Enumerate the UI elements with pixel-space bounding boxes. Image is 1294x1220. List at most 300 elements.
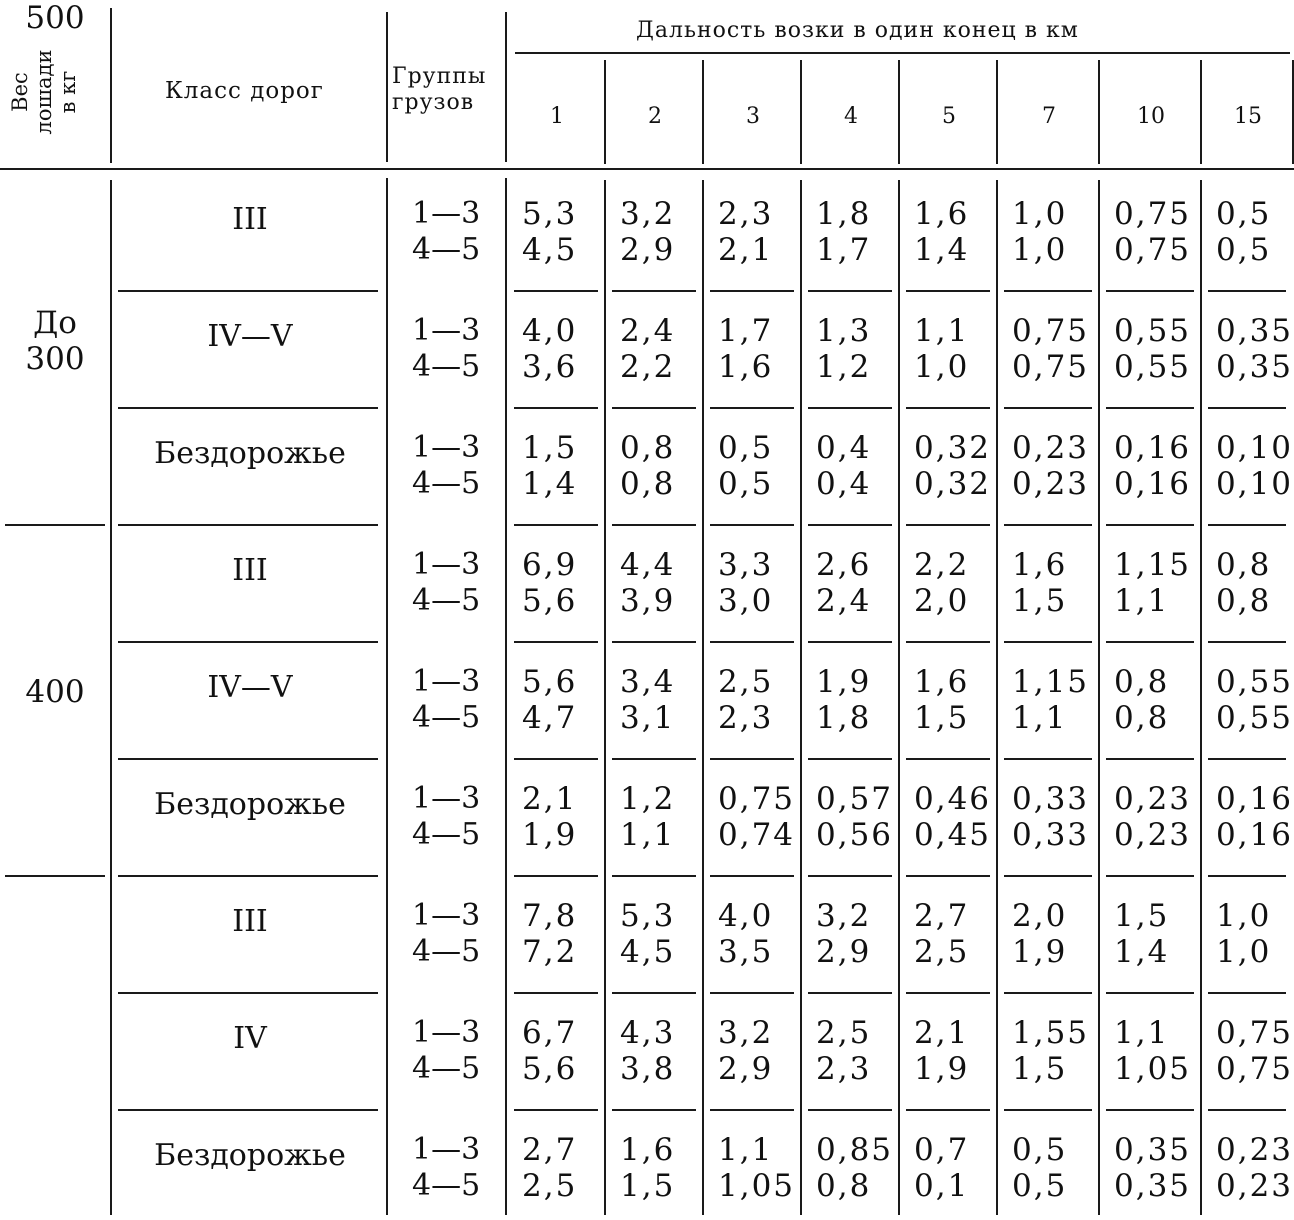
rate-line: 1,5 xyxy=(1012,1050,1068,1087)
rate-line: 3,0 xyxy=(718,582,774,619)
cargo-groups xyxy=(412,781,480,853)
cell-rule xyxy=(514,524,598,526)
cell-rule xyxy=(514,407,598,409)
rate-line: 4,4 xyxy=(620,546,676,583)
rate-value xyxy=(1012,781,1089,853)
rate-line: 1,9 xyxy=(1012,933,1068,970)
rate-value xyxy=(522,1015,577,1087)
cargo-group: 1—3 xyxy=(412,1131,481,1167)
rate-value xyxy=(914,664,969,736)
column-divider xyxy=(898,60,900,164)
rate-value xyxy=(1012,547,1067,619)
rate-value xyxy=(914,898,969,970)
rate-line: 5,6 xyxy=(522,1050,578,1087)
road-class: III xyxy=(232,552,268,588)
cell-rule xyxy=(514,758,598,760)
weight-header-line: Вес xyxy=(8,72,32,112)
rate-value xyxy=(1216,781,1293,853)
cell-rule xyxy=(1208,524,1286,526)
rate-line: 3,5 xyxy=(718,933,774,970)
cell-rule xyxy=(1208,992,1286,994)
rate-line: 2,1 xyxy=(522,780,578,817)
cell-rule xyxy=(1106,875,1194,877)
weight-line: 400 xyxy=(25,673,85,710)
rate-line: 1,15 xyxy=(1114,546,1192,583)
rate-value xyxy=(816,196,871,268)
cell-rule xyxy=(514,992,598,994)
rate-line: 0,23 xyxy=(1012,429,1090,466)
rate-line: 1,9 xyxy=(914,1050,970,1087)
rate-value xyxy=(816,1015,871,1087)
rate-line: 1,5 xyxy=(1012,582,1068,619)
rate-line: 3,8 xyxy=(620,1050,676,1087)
rate-line: 1,1 xyxy=(914,312,970,349)
rate-line: 1,0 xyxy=(914,348,970,385)
cell-rule xyxy=(1106,641,1194,643)
cargo-group: 4—5 xyxy=(412,699,481,735)
cell-rule xyxy=(906,641,990,643)
rate-line: 2,5 xyxy=(816,1014,872,1051)
column-divider xyxy=(1200,180,1202,1215)
cell-rule xyxy=(710,290,794,292)
rate-line: 0,45 xyxy=(914,816,992,853)
column-divider xyxy=(1200,60,1202,164)
rate-line: 3,4 xyxy=(620,663,676,700)
column-divider xyxy=(604,180,606,1215)
rate-value xyxy=(620,196,675,268)
rate-line: 0,5 xyxy=(718,429,774,466)
rate-line: 4,3 xyxy=(620,1014,676,1051)
rate-line: 0,23 xyxy=(1216,1167,1294,1204)
column-divider xyxy=(604,60,606,164)
rate-value xyxy=(718,313,773,385)
row-separator xyxy=(118,290,378,292)
row-separator xyxy=(118,758,378,760)
rate-line: 2,9 xyxy=(718,1050,774,1087)
rate-line: 1,9 xyxy=(816,663,872,700)
rate-value xyxy=(718,781,795,853)
distance-column-label: 4 xyxy=(844,104,858,129)
rate-line: 5,6 xyxy=(522,663,578,700)
cargo-group: 4—5 xyxy=(412,465,481,501)
distance-column-label: 7 xyxy=(1042,104,1056,129)
rate-value xyxy=(1114,547,1191,619)
rate-line: 3,3 xyxy=(718,546,774,583)
cell-rule xyxy=(1004,641,1092,643)
cell-rule xyxy=(1106,407,1194,409)
cargo-groups-header-line: грузов xyxy=(392,90,475,115)
cell-rule xyxy=(514,875,598,877)
rate-value xyxy=(1012,664,1089,736)
cargo-group: 1—3 xyxy=(412,663,481,699)
rate-value xyxy=(1114,664,1169,736)
rate-line: 1,05 xyxy=(718,1167,796,1204)
rate-line: 2,6 xyxy=(816,546,872,583)
cell-rule xyxy=(1106,290,1194,292)
block-separator xyxy=(5,524,105,526)
rate-line: 5,3 xyxy=(522,195,578,232)
rate-line: 1,05 xyxy=(1114,1050,1192,1087)
rate-line: 4,0 xyxy=(718,897,774,934)
rate-line: 1,1 xyxy=(1114,1014,1170,1051)
rate-line: 1,0 xyxy=(1216,933,1272,970)
rate-line: 0,8 xyxy=(1216,546,1272,583)
cargo-group: 4—5 xyxy=(412,933,481,969)
cargo-groups xyxy=(412,898,480,970)
row-separator xyxy=(118,1109,378,1111)
rate-line: 1,6 xyxy=(620,1131,676,1168)
cell-rule xyxy=(906,524,990,526)
distance-column-label: 15 xyxy=(1234,104,1262,129)
rate-line: 1,2 xyxy=(620,780,676,817)
cargo-groups xyxy=(412,1132,480,1204)
rate-value xyxy=(522,1132,577,1204)
rate-line: 0,33 xyxy=(1012,780,1090,817)
rate-value xyxy=(620,898,675,970)
cell-rule xyxy=(1208,290,1286,292)
rate-line: 0,7 xyxy=(914,1131,970,1168)
rate-value xyxy=(914,781,991,853)
column-divider xyxy=(996,180,998,1215)
rate-line: 5,3 xyxy=(620,897,676,934)
rate-line: 2,9 xyxy=(620,231,676,268)
block-separator xyxy=(5,875,105,877)
cell-rule xyxy=(1004,758,1092,760)
column-divider xyxy=(996,60,998,164)
cell-rule xyxy=(612,758,696,760)
rate-line: 2,3 xyxy=(718,699,774,736)
cargo-group: 1—3 xyxy=(412,1014,481,1050)
rate-value xyxy=(522,781,577,853)
cell-rule xyxy=(612,992,696,994)
rate-line: 2,5 xyxy=(718,663,774,700)
road-class: IV—V xyxy=(207,669,293,705)
rate-line: 1,5 xyxy=(1114,897,1170,934)
road-class: IV—V xyxy=(207,318,293,354)
rate-line: 0,23 xyxy=(1114,780,1192,817)
column-divider xyxy=(386,12,388,162)
cell-rule xyxy=(1004,1109,1092,1111)
rate-value xyxy=(1216,313,1293,385)
cargo-groups xyxy=(412,547,480,619)
cell-rule xyxy=(710,875,794,877)
weight-line: До xyxy=(33,304,77,341)
cargo-group: 4—5 xyxy=(412,231,481,267)
rate-line: 3,2 xyxy=(620,195,676,232)
rate-line: 0,23 xyxy=(1114,816,1192,853)
rate-line: 0,75 xyxy=(1012,348,1090,385)
cell-rule xyxy=(906,875,990,877)
cell-rule xyxy=(710,641,794,643)
rate-value xyxy=(1114,781,1191,853)
rate-line: 0,57 xyxy=(816,780,894,817)
rate-line: 0,16 xyxy=(1114,465,1192,502)
rate-line: 0,75 xyxy=(1216,1014,1294,1051)
rate-value xyxy=(522,313,577,385)
header-rule xyxy=(0,168,1294,170)
rate-line: 2,0 xyxy=(1012,897,1068,934)
rate-line: 0,55 xyxy=(1114,312,1192,349)
rate-line: 0,55 xyxy=(1216,699,1294,736)
column-divider xyxy=(800,60,802,164)
cell-rule xyxy=(808,290,892,292)
weight-header-line: в кг xyxy=(56,70,80,114)
column-divider xyxy=(702,180,704,1215)
rate-line: 0,33 xyxy=(1012,816,1090,853)
distance-header: Дальность возки в один конец в км xyxy=(636,18,1079,43)
cell-rule xyxy=(612,524,696,526)
cell-rule xyxy=(808,524,892,526)
rate-line: 2,1 xyxy=(718,231,774,268)
rate-line: 1,6 xyxy=(718,348,774,385)
rate-value xyxy=(522,430,577,502)
rate-value xyxy=(1012,898,1067,970)
row-separator xyxy=(118,875,378,877)
cargo-group: 1—3 xyxy=(412,780,481,816)
rate-value xyxy=(1114,313,1191,385)
rate-line: 0,35 xyxy=(1216,312,1294,349)
cell-rule xyxy=(1004,290,1092,292)
rate-line: 0,55 xyxy=(1216,663,1294,700)
rate-value xyxy=(718,1015,773,1087)
rate-line: 3,6 xyxy=(522,348,578,385)
road-class: Бездорожье xyxy=(154,435,346,471)
cell-rule xyxy=(1004,407,1092,409)
rate-line: 0,75 xyxy=(718,780,796,817)
rate-line: 3,1 xyxy=(620,699,676,736)
cell-rule xyxy=(710,407,794,409)
cell-rule xyxy=(808,407,892,409)
rate-value xyxy=(816,313,871,385)
rate-line: 1,6 xyxy=(914,663,970,700)
rate-line: 2,5 xyxy=(522,1167,578,1204)
rate-line: 0,4 xyxy=(816,429,872,466)
cell-rule xyxy=(1004,992,1092,994)
rate-line: 0,8 xyxy=(1114,699,1170,736)
cell-rule xyxy=(710,524,794,526)
rate-value xyxy=(1216,1132,1293,1204)
rate-line: 0,5 xyxy=(1216,231,1272,268)
cell-rule xyxy=(906,758,990,760)
weight-line: 300 xyxy=(25,340,85,377)
weight-line: 500 xyxy=(25,0,85,36)
rate-line: 0,75 xyxy=(1012,312,1090,349)
cell-rule xyxy=(1004,524,1092,526)
road-class: Бездорожье xyxy=(154,1137,346,1173)
cell-rule xyxy=(906,1109,990,1111)
rate-line: 1,0 xyxy=(1216,897,1272,934)
cell-rule xyxy=(710,992,794,994)
rate-line: 2,4 xyxy=(816,582,872,619)
rate-line: 2,7 xyxy=(522,1131,578,1168)
rate-line: 1,7 xyxy=(816,231,872,268)
cargo-group: 4—5 xyxy=(412,1167,481,1203)
cargo-group: 1—3 xyxy=(412,195,481,231)
rate-value xyxy=(1012,313,1089,385)
rate-line: 0,74 xyxy=(718,816,796,853)
cell-rule xyxy=(1208,875,1286,877)
road-class-column-header: Класс дорог xyxy=(165,78,324,104)
rate-value xyxy=(1114,430,1191,502)
cell-rule xyxy=(612,290,696,292)
rate-line: 0,75 xyxy=(1114,231,1192,268)
cargo-groups xyxy=(412,1015,480,1087)
rate-value xyxy=(620,313,675,385)
cell-rule xyxy=(1106,1109,1194,1111)
rate-value xyxy=(620,430,675,502)
weight-column-header xyxy=(8,22,108,162)
rate-line: 0,46 xyxy=(914,780,992,817)
rate-line: 1,6 xyxy=(914,195,970,232)
rate-line: 0,4 xyxy=(816,465,872,502)
rate-line: 6,7 xyxy=(522,1014,578,1051)
rate-line: 1,1 xyxy=(1012,699,1068,736)
rate-value xyxy=(816,1132,893,1204)
rate-line: 0,56 xyxy=(816,816,894,853)
cargo-group: 4—5 xyxy=(412,1050,481,1086)
row-separator xyxy=(118,407,378,409)
rate-line: 0,85 xyxy=(816,1131,894,1168)
rate-line: 0,55 xyxy=(1114,348,1192,385)
distance-column-label: 2 xyxy=(648,104,662,129)
cargo-group: 4—5 xyxy=(412,816,481,852)
rate-line: 0,5 xyxy=(1012,1167,1068,1204)
rate-value xyxy=(718,196,773,268)
rate-line: 0,16 xyxy=(1114,429,1192,466)
rate-value xyxy=(718,1132,795,1204)
distance-column-label: 10 xyxy=(1137,104,1165,129)
weight-header-line: лошади xyxy=(32,49,56,135)
rate-line: 0,23 xyxy=(1216,1131,1294,1168)
rate-line: 0,16 xyxy=(1216,780,1294,817)
rate-line: 0,5 xyxy=(1216,195,1272,232)
rate-line: 3,9 xyxy=(620,582,676,619)
rate-value xyxy=(718,898,773,970)
cargo-group: 1—3 xyxy=(412,897,481,933)
rate-line: 0,32 xyxy=(914,465,992,502)
cell-rule xyxy=(808,1109,892,1111)
rate-line: 0,10 xyxy=(1216,465,1294,502)
header-rule xyxy=(515,52,1290,54)
rate-value xyxy=(718,547,773,619)
rate-line: 4,5 xyxy=(620,933,676,970)
rate-line: 0,75 xyxy=(1114,195,1192,232)
row-separator xyxy=(118,641,378,643)
rate-value xyxy=(816,664,871,736)
cell-rule xyxy=(808,992,892,994)
weight-value xyxy=(0,674,110,710)
cargo-group: 1—3 xyxy=(412,312,481,348)
rate-value xyxy=(522,547,577,619)
road-class: IV xyxy=(233,1020,267,1056)
rate-value xyxy=(1216,664,1293,736)
cell-rule xyxy=(710,758,794,760)
rate-line: 1,4 xyxy=(1114,933,1170,970)
rate-value xyxy=(522,898,577,970)
rate-value xyxy=(914,1015,969,1087)
cell-rule xyxy=(906,992,990,994)
rate-line: 0,23 xyxy=(1012,465,1090,502)
rate-value xyxy=(914,1132,969,1204)
rate-line: 1,6 xyxy=(1012,546,1068,583)
rate-value xyxy=(816,430,871,502)
rate-line: 1,4 xyxy=(914,231,970,268)
rate-value xyxy=(1216,196,1271,268)
rate-line: 1,5 xyxy=(522,429,578,466)
column-divider xyxy=(898,180,900,1215)
column-divider xyxy=(1098,60,1100,164)
weight-value xyxy=(0,0,110,36)
rate-value xyxy=(914,547,969,619)
rate-line: 1,1 xyxy=(718,1131,774,1168)
rate-line: 2,2 xyxy=(620,348,676,385)
distance-column-label: 5 xyxy=(942,104,956,129)
rate-line: 1,5 xyxy=(914,699,970,736)
column-divider xyxy=(386,178,388,1215)
cargo-groups-column-header xyxy=(392,64,486,116)
rate-line: 4,5 xyxy=(522,231,578,268)
rate-line: 1,15 xyxy=(1012,663,1090,700)
rate-value xyxy=(620,1015,675,1087)
road-class: III xyxy=(232,903,268,939)
rate-line: 2,5 xyxy=(914,933,970,970)
rate-value xyxy=(620,547,675,619)
rate-value xyxy=(914,430,991,502)
column-divider xyxy=(110,8,112,163)
cell-rule xyxy=(612,641,696,643)
column-divider xyxy=(505,12,507,162)
rate-line: 5,6 xyxy=(522,582,578,619)
cell-rule xyxy=(808,641,892,643)
rate-value xyxy=(1012,430,1089,502)
road-class: Бездорожье xyxy=(154,786,346,822)
rate-value xyxy=(1012,1015,1089,1087)
rate-line: 0,10 xyxy=(1216,429,1294,466)
rate-value xyxy=(1216,430,1293,502)
rate-line: 1,8 xyxy=(816,699,872,736)
cell-rule xyxy=(612,407,696,409)
cell-rule xyxy=(1208,758,1286,760)
rate-line: 1,5 xyxy=(620,1167,676,1204)
cell-rule xyxy=(808,875,892,877)
rate-value xyxy=(1216,898,1271,970)
cargo-group: 4—5 xyxy=(412,348,481,384)
rate-line: 2,7 xyxy=(914,897,970,934)
cargo-groups xyxy=(412,196,480,268)
cell-rule xyxy=(1106,524,1194,526)
rate-value xyxy=(1216,1015,1293,1087)
cargo-groups xyxy=(412,664,480,736)
rate-line: 0,8 xyxy=(1216,582,1272,619)
distance-column-label: 3 xyxy=(746,104,760,129)
rate-line: 3,2 xyxy=(816,897,872,934)
rate-line: 0,75 xyxy=(1216,1050,1294,1087)
cargo-groups-header-line: Группы xyxy=(392,64,487,89)
rate-value xyxy=(522,664,577,736)
weight-value xyxy=(0,305,110,377)
column-divider xyxy=(800,180,802,1215)
cargo-group: 1—3 xyxy=(412,429,481,465)
rate-value xyxy=(1114,196,1191,268)
rate-value xyxy=(816,898,871,970)
rate-value xyxy=(620,664,675,736)
rate-value xyxy=(718,430,773,502)
rate-line: 4,0 xyxy=(522,312,578,349)
row-separator xyxy=(118,524,378,526)
rate-value xyxy=(718,664,773,736)
rate-value xyxy=(522,196,577,268)
rate-line: 7,8 xyxy=(522,897,578,934)
